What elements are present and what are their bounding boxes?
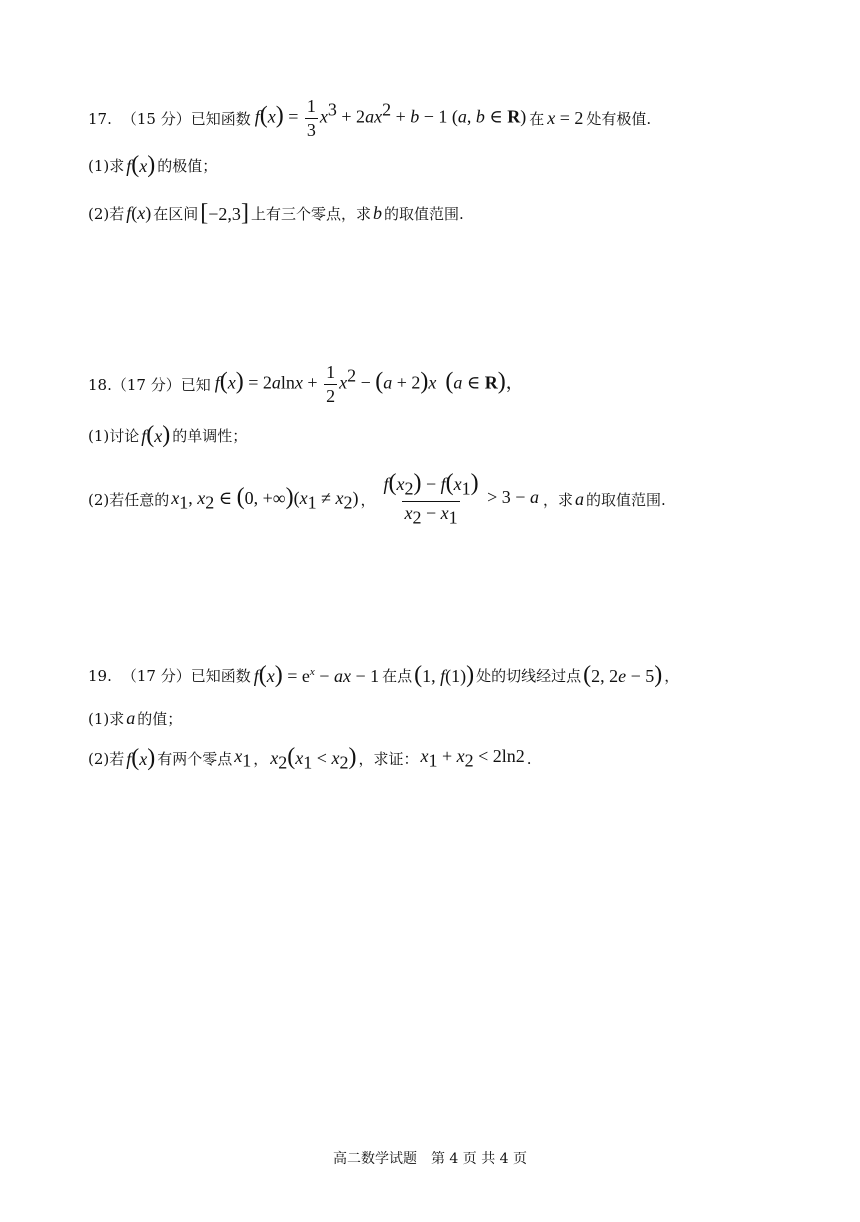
q19-inequality: $x_1 + x_2 < 2\ln 2$ xyxy=(420,746,525,771)
q19-var-a: a xyxy=(126,708,136,728)
q19-x1: $x_1$ xyxy=(234,746,252,771)
q18-stem xyxy=(88,362,524,407)
q19-part2-end: . xyxy=(526,749,532,768)
q18-part1-formula: f(x) xyxy=(141,422,171,448)
q18-score: （17 分） xyxy=(111,376,181,394)
q17-lead: 已知函数 xyxy=(190,110,251,128)
q19-point2: (2, 2e − 5) xyxy=(583,662,663,688)
q19-part1 xyxy=(88,708,182,729)
page-footer: 高二数学试题 第 4 页 共 4 页 xyxy=(332,1151,528,1167)
q18-var-a: a xyxy=(574,488,584,509)
q19-score: （17 分） xyxy=(121,667,191,685)
q19-part2-mid2: ， xyxy=(253,750,269,769)
q19-part2-mid: 有两个零点 xyxy=(157,750,233,769)
q19-mid1: 在点 xyxy=(382,667,413,685)
q19-lead: 已知函数 xyxy=(190,667,251,685)
q17-number: 17. xyxy=(88,109,112,128)
q17-cond-end: 处有极值. xyxy=(586,110,652,128)
q17-score: （15 分） xyxy=(121,110,191,128)
q18-number: 18. xyxy=(88,375,112,394)
q19-part2-formula: f(x) xyxy=(126,745,156,772)
q18-part2-label: (2)若任意的 xyxy=(88,490,170,509)
q17-formula: f(x) = $\frac{1}{3}$ $x^3 + 2ax^2 + b - 1$ (a, b ∈ R) xyxy=(254,96,527,140)
q19-stem xyxy=(88,662,679,689)
q17-part1 xyxy=(88,152,217,179)
q18-lead: 已知 xyxy=(180,376,211,394)
q18-part1-end: 的单调性； xyxy=(172,427,248,445)
q17-part1-label: (1)求 xyxy=(88,157,125,175)
q18-part1 xyxy=(88,422,247,449)
q17-part2-formula: f(x) xyxy=(126,203,152,223)
q18-part2 xyxy=(88,470,666,528)
q18-part1-label: (1)讨论 xyxy=(88,427,140,445)
q17-part1-end: 的极值； xyxy=(157,157,218,175)
q17-part2-end: 的取值范围. xyxy=(383,205,464,223)
q19-part1-end: 的值； xyxy=(137,710,183,728)
q19-part2 xyxy=(88,744,532,774)
q17-part2 xyxy=(88,200,464,227)
q17-stem xyxy=(88,96,651,141)
q19-mid2: 处的切线经过点 xyxy=(476,667,582,685)
q17-part2-mid2: 上有三个零点，求 xyxy=(250,205,371,223)
q18-inequality: $\frac{f(x_2) - f(x_1)}{x_2 - x_1}$ > 3 − a xyxy=(383,470,539,528)
q17-var-b: b xyxy=(372,203,382,223)
q19-part2-label: (2)若 xyxy=(88,750,125,769)
q18-formula: f(x) = 2alnx + $\frac{1}{2}$ $x^2 - (a + 2)x$ (a ∈ R)， xyxy=(214,362,524,406)
q17-part1-formula: f(x) xyxy=(126,152,156,178)
q19-part1-label: (1)求 xyxy=(88,710,125,728)
q17-part2-mid: 在区间 xyxy=(153,205,199,223)
q17-cond-mid: 在 xyxy=(529,110,545,128)
q18-part2-mid: ， xyxy=(360,490,376,509)
q18-part2-formula: $x_1$, $x_2$ ∈ (0, $+\infty)(x_1 \ne x_2)$ xyxy=(171,484,359,513)
q19-point1: (1, f(1)) xyxy=(414,662,475,688)
q19-formula: $f(x) = e^x$ − ax − 1 xyxy=(253,662,380,688)
q17-part2-label: (2)若 xyxy=(88,205,125,223)
q17-cond-formula: x = 2 xyxy=(547,108,584,128)
q19-part2-mid3: ，求证： xyxy=(358,750,419,769)
q19-end: ， xyxy=(664,667,680,685)
q18-part2-end: 的取值范围. xyxy=(585,490,666,509)
q17-interval: [−2,3] xyxy=(200,200,249,226)
q18-part2-mid2: ，求 xyxy=(542,490,573,509)
q19-number: 19. xyxy=(88,666,112,685)
q19-x2-cond: $x_2(x_1 < x_2)$ xyxy=(270,744,357,773)
